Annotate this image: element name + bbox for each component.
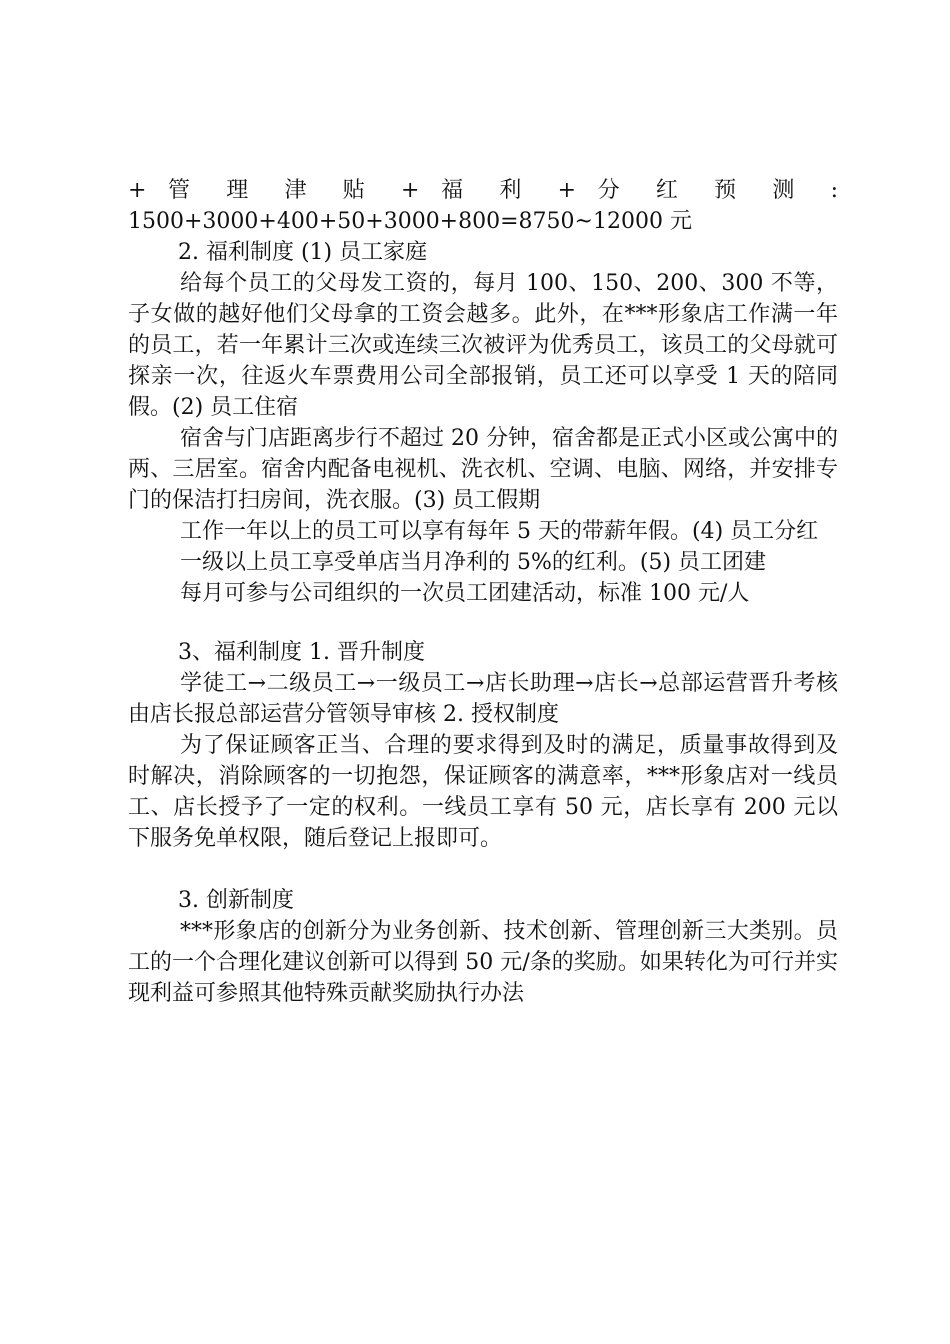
promotion-paragraph: 学徒工→二级员工→一级员工→店长助理→店长→总部运营晋升考核由店长报总部运营分管领导审核 2. 授权制度	[128, 671, 838, 727]
salary-line-2: 1500+3000+400+50+3000+800=8750~12000 元	[128, 209, 692, 234]
dorm-paragraph: 宿舍与门店距离步行不超过 20 分钟，宿舍都是正式小区或公寓中的两、三居室。宿舍内配备电视机、洗衣机、空调、电脑、网络，并安排专门的保洁打扫房间，洗衣服。(3) 员工假期	[128, 426, 838, 513]
innovation-paragraph: ***形象店的创新分为业务创新、技术创新、管理创新三大类别。员工的一个合理化建议创新可以得到 50 元/条的奖励。如果转化为可行并实现利益可参照其他特殊贡献奖励执行办法	[128, 919, 838, 1006]
document-content	[128, 175, 838, 1009]
salary-line-1: + 管 理 津 贴 + 福 利 + 分 红 预 测 :	[128, 178, 838, 203]
section-gap	[128, 609, 838, 637]
promotion-heading: 3、福利制度 1. 晋升制度	[178, 640, 425, 665]
innovation-heading: 3. 创新制度	[178, 888, 294, 913]
bonus-paragraph: 一级以上员工享受单店当月净利的 5%的红利。(5) 员工团建	[180, 550, 767, 575]
welfare-heading: 2. 福利制度 (1) 员工家庭	[178, 240, 428, 265]
authorization-paragraph: 为了保证顾客正当、合理的要求得到及时的满足，质量事故得到及时解决，消除顾客的一切抱怨，保证顾客的满意率，***形象店对一线员工、店长授予了一定的权利。一线员工享有 50 元，店长享有 200 元以下服务免单权限，随后登记上报即可。	[128, 733, 838, 851]
teambuilding-paragraph: 每月可参与公司组织的一次员工团建活动，标准 100 元/人	[180, 581, 750, 606]
section-gap	[128, 854, 838, 885]
vacation-paragraph: 工作一年以上的员工可以享有每年 5 天的带薪年假。(4) 员工分红	[180, 519, 819, 544]
family-paragraph: 给每个员工的父母发工资的，每月 100、150、200、300 不等，子女做的越好他们父母拿的工资会越多。此外，在***形象店工作满一年的员工，若一年累计三次或连续三次被评为优秀员工，该员工的父母就可探亲一次，往返火车票费用公司全部报销，员工还可以享受 1 天的陪同假。(2) 员工住宿	[128, 271, 838, 420]
